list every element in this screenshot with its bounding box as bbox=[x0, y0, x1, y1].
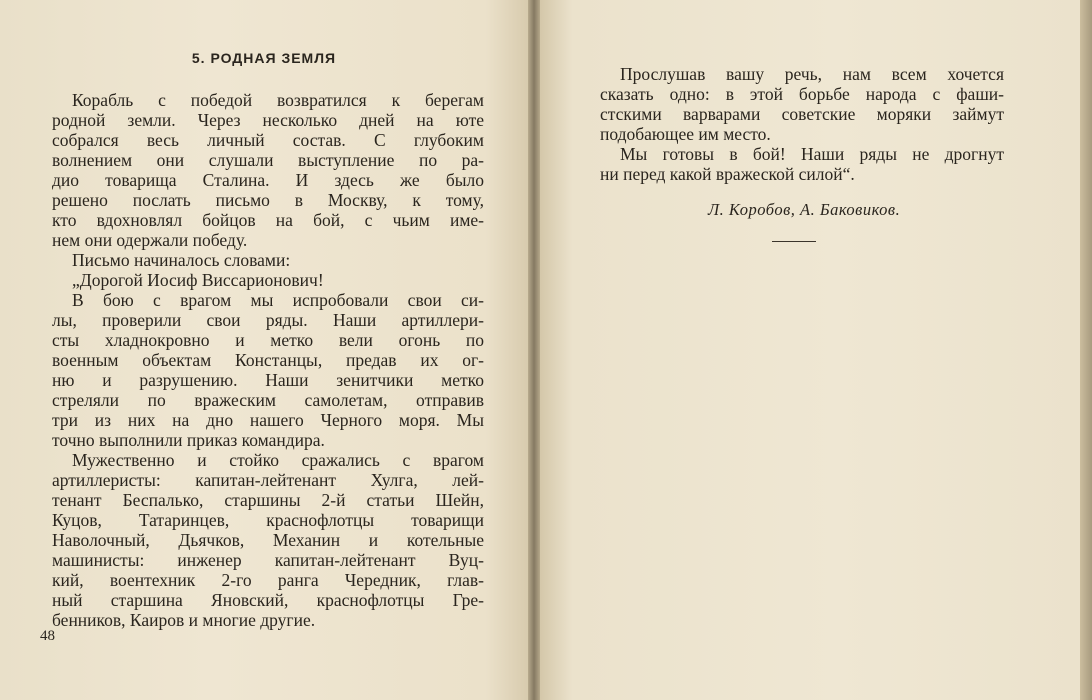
text-line: ню и разрушению. Наши зенитчики метко bbox=[52, 370, 484, 390]
text-line: стреляли по вражеским самолетам, отправив bbox=[52, 390, 484, 410]
text-line: решено послать письмо в Москву, к тому, bbox=[52, 190, 484, 210]
text-line: „Дорогой Иосиф Виссарионович! bbox=[72, 270, 324, 290]
page-edge bbox=[1080, 0, 1092, 700]
text-line: родной земли. Через несколько дней на юте bbox=[52, 110, 484, 130]
left-page-text bbox=[52, 90, 484, 630]
text-line: военным объектам Констанцы, предав их ог- bbox=[52, 350, 484, 370]
left-page bbox=[0, 0, 528, 700]
page-number: 48 bbox=[40, 628, 55, 644]
text-line: Наволочный, Дьячков, Механин и котельные bbox=[52, 530, 484, 550]
text-line: Письмо начиналось словами: bbox=[72, 250, 291, 270]
text-line: нем они одержали победу. bbox=[52, 230, 248, 250]
text-line: три из них на дно нашего Черного моря. Мы bbox=[52, 410, 484, 430]
text-line: машинисты: инженер капитан-лейтенант Вуц- bbox=[52, 550, 484, 570]
text-line: ни перед какой вражеской силой“. bbox=[600, 164, 855, 184]
text-line: лы, проверили свои ряды. Наши артиллери- bbox=[52, 310, 484, 330]
signature: Л. Коробов, А. Баковиков. bbox=[708, 200, 901, 219]
text-line: собрался весь личный состав. С глубоким bbox=[52, 130, 484, 150]
text-line: сказать одно: в этой борьбе народа с фаши- bbox=[600, 84, 1004, 104]
text-line: В бою с врагом мы испробовали свои си- bbox=[72, 290, 484, 310]
text-line: Мужественно и стойко сражались с врагом bbox=[72, 450, 484, 470]
text-line: точно выполнили приказ командира. bbox=[52, 430, 325, 450]
text-line: артиллеристы: капитан-лейтенант Хулга, лей- bbox=[52, 470, 484, 490]
text-line: тенант Беспалько, старшины 2-й статьи Шейн, bbox=[52, 490, 484, 510]
text-line: подобающее им место. bbox=[600, 124, 771, 144]
right-page-text bbox=[600, 64, 1004, 184]
right-page bbox=[540, 0, 1080, 700]
text-line: Корабль с победой возвратился к берегам bbox=[72, 90, 484, 110]
book-gutter bbox=[528, 0, 540, 700]
text-line: ный старшина Яновский, краснофлотцы Гре- bbox=[52, 590, 484, 610]
text-line: бенников, Каиров и многие другие. bbox=[52, 610, 316, 630]
text-line: кто вдохновлял бойцов на бой, с чьим име- bbox=[52, 210, 484, 230]
text-line: сты хладнокровно и метко вели огонь по bbox=[52, 330, 484, 350]
chapter-heading: 5. РОДНАЯ ЗЕМЛЯ bbox=[191, 50, 337, 66]
end-rule bbox=[772, 241, 816, 242]
text-line: волнением они слушали выступление по ра- bbox=[52, 150, 484, 170]
text-line: кий, воентехник 2-го ранга Чередник, глав- bbox=[52, 570, 484, 590]
text-line: Куцов, Татаринцев, краснофлотцы товарищи bbox=[52, 510, 484, 530]
text-line: дио товарища Сталина. И здесь же было bbox=[52, 170, 484, 190]
text-line: стскими варварами советские моряки займут bbox=[600, 104, 1004, 124]
text-line: Прослушав вашу речь, нам всем хочется bbox=[620, 64, 1004, 84]
text-line: Мы готовы в бой! Наши ряды не дрогнут bbox=[620, 144, 1004, 164]
